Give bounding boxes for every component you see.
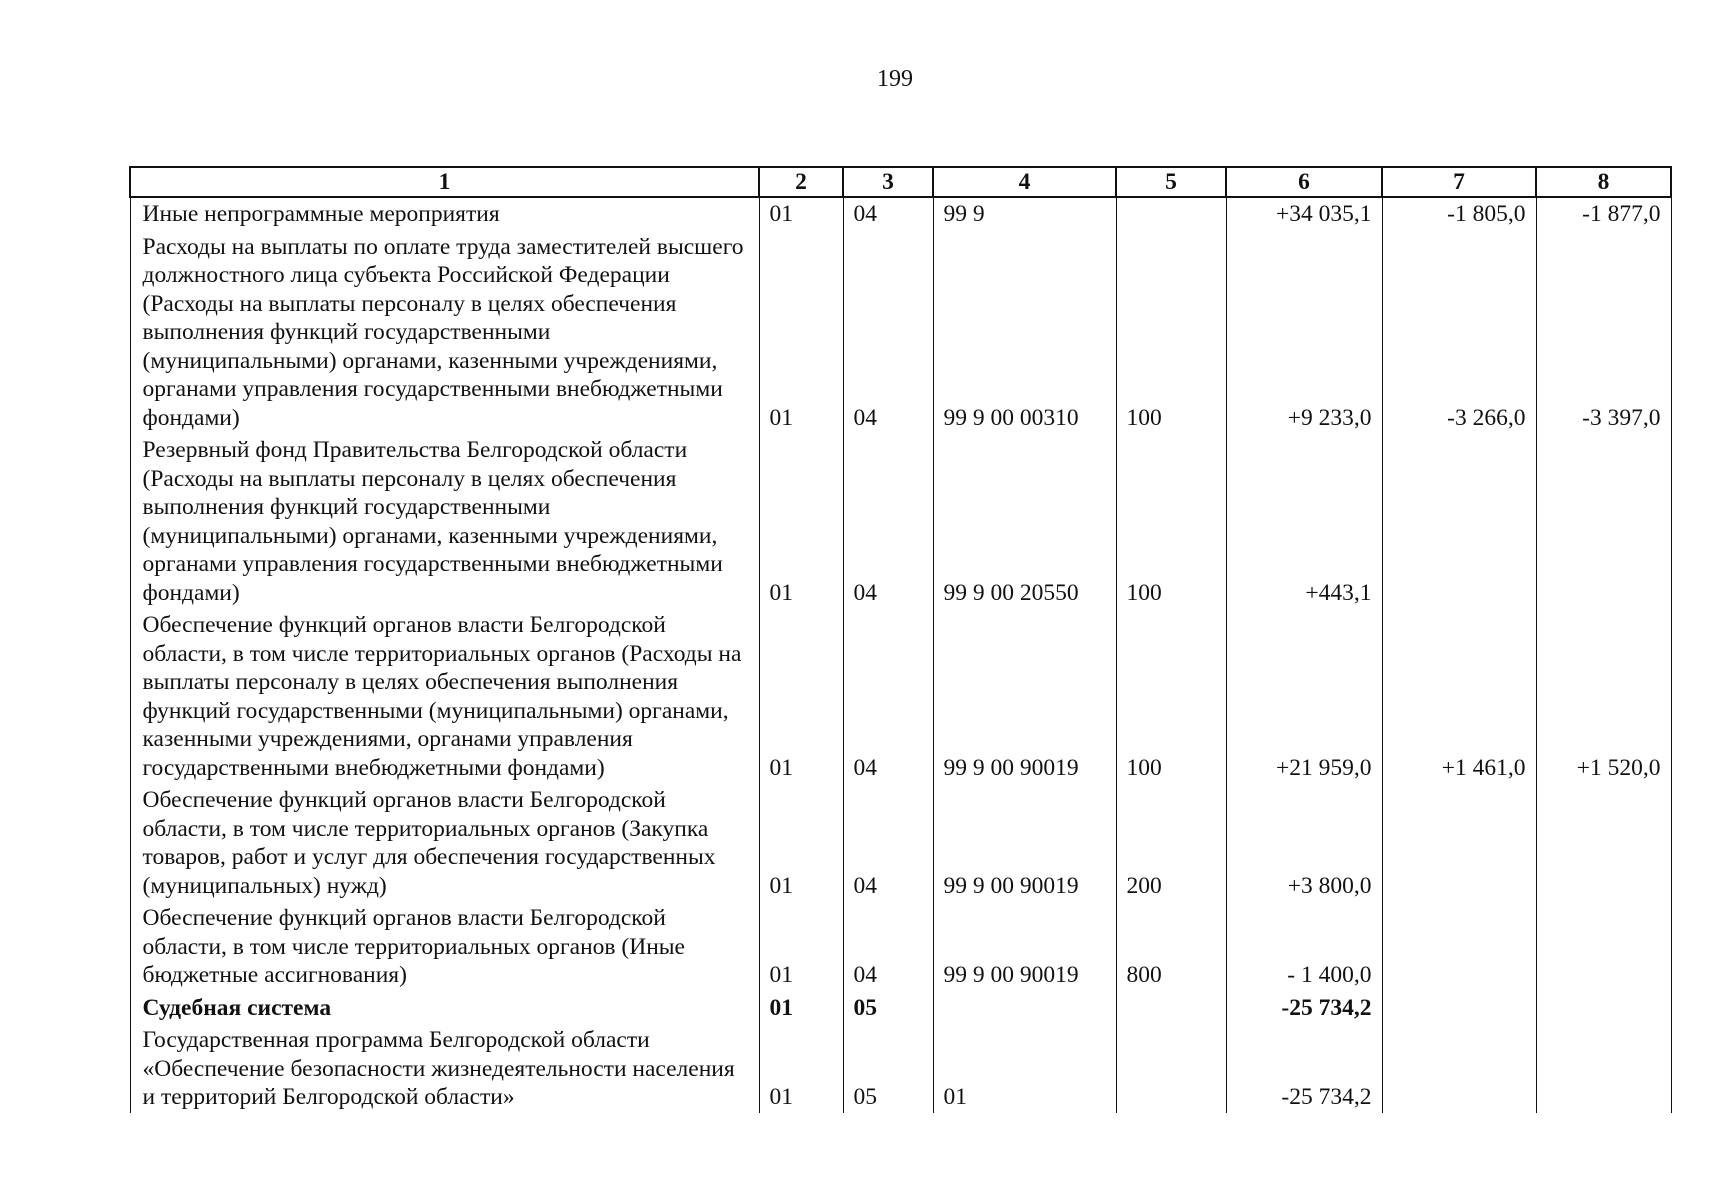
table-row — [130, 783, 1671, 901]
cell-amount-col7: -3 266,0 — [1382, 230, 1536, 434]
cell-name: Обеспечение функций органов власти Белгородской области, в том числе территориальных органов (Закупка товаров, работ и услуг для обеспечения государственных (муниципальных) нужд) — [130, 783, 759, 901]
cell-target-article: 99 9 00 00310 — [933, 230, 1116, 434]
cell-section: 01 — [759, 433, 843, 608]
budget-table — [129, 166, 1672, 1113]
cell-section: 01 — [759, 230, 843, 434]
table-row — [130, 433, 1671, 608]
cell-target-article: 99 9 00 90019 — [933, 901, 1116, 991]
cell-name: Обеспечение функций органов власти Белгородской области, в том числе территориальных органов (Иные бюджетные ассигнования) — [130, 901, 759, 991]
cell-expense-type: 100 — [1116, 230, 1226, 434]
table-row — [130, 230, 1671, 434]
header-col-2: 2 — [759, 167, 843, 197]
cell-expense-type: 200 — [1116, 783, 1226, 901]
cell-amount-col8: +1 520,0 — [1536, 608, 1671, 783]
cell-name: Судебная система — [130, 991, 759, 1024]
cell-name: Иные непрограммные мероприятия — [130, 197, 759, 230]
cell-subsection: 04 — [843, 608, 933, 783]
cell-amount-col7 — [1382, 991, 1536, 1024]
cell-section: 01 — [759, 197, 843, 230]
cell-amount-col6: +443,1 — [1226, 433, 1382, 608]
cell-amount-col8 — [1536, 991, 1671, 1024]
table-row — [130, 197, 1671, 230]
table-row — [130, 1023, 1671, 1113]
table-body — [130, 197, 1671, 1113]
cell-expense-type — [1116, 1023, 1226, 1113]
cell-subsection: 05 — [843, 1023, 933, 1113]
header-col-6: 6 — [1226, 167, 1382, 197]
cell-amount-col8: -3 397,0 — [1536, 230, 1671, 434]
header-row — [130, 167, 1671, 197]
cell-target-article: 99 9 00 90019 — [933, 608, 1116, 783]
cell-target-article: 99 9 00 90019 — [933, 783, 1116, 901]
header-col-1: 1 — [130, 167, 759, 197]
cell-amount-col8: -1 877,0 — [1536, 197, 1671, 230]
cell-name: Резервный фонд Правительства Белгородской области (Расходы на выплаты персоналу в целях обеспечения выполнения функций государственными (муниципальными) органами, казенными учреждениями, органами управления государственными внебюджетными фондами) — [130, 433, 759, 608]
table-row — [130, 991, 1671, 1024]
cell-subsection: 04 — [843, 433, 933, 608]
cell-section: 01 — [759, 901, 843, 991]
cell-amount-col6: +21 959,0 — [1226, 608, 1382, 783]
cell-amount-col7 — [1382, 783, 1536, 901]
cell-amount-col6: - 1 400,0 — [1226, 901, 1382, 991]
cell-subsection: 04 — [843, 783, 933, 901]
cell-amount-col8 — [1536, 783, 1671, 901]
cell-section: 01 — [759, 783, 843, 901]
cell-amount-col6: -25 734,2 — [1226, 1023, 1382, 1113]
cell-amount-col6: -25 734,2 — [1226, 991, 1382, 1024]
header-col-7: 7 — [1382, 167, 1536, 197]
cell-amount-col7 — [1382, 433, 1536, 608]
cell-amount-col7: +1 461,0 — [1382, 608, 1536, 783]
cell-amount-col6: +3 800,0 — [1226, 783, 1382, 901]
page-number: 199 — [877, 66, 913, 92]
table-row — [130, 901, 1671, 991]
cell-amount-col6: +34 035,1 — [1226, 197, 1382, 230]
cell-target-article: 99 9 00 20550 — [933, 433, 1116, 608]
cell-subsection: 04 — [843, 197, 933, 230]
cell-amount-col8 — [1536, 901, 1671, 991]
cell-section: 01 — [759, 1023, 843, 1113]
table-row — [130, 608, 1671, 783]
cell-subsection: 04 — [843, 901, 933, 991]
cell-section: 01 — [759, 608, 843, 783]
header-col-5: 5 — [1116, 167, 1226, 197]
cell-subsection: 04 — [843, 230, 933, 434]
cell-expense-type — [1116, 991, 1226, 1024]
cell-expense-type: 800 — [1116, 901, 1226, 991]
table-header — [130, 167, 1671, 197]
header-col-4: 4 — [933, 167, 1116, 197]
cell-target-article — [933, 991, 1116, 1024]
cell-name: Расходы на выплаты по оплате труда заместителей высшего должностного лица субъекта Российской Федерации (Расходы на выплаты персоналу в целях обеспечения выполнения функций государственными (муниципальными) органами, казенными учреждениями, органами управления государственными внебюджетными фондами) — [130, 230, 759, 434]
header-col-3: 3 — [843, 167, 933, 197]
cell-amount-col8 — [1536, 1023, 1671, 1113]
cell-expense-type: 100 — [1116, 433, 1226, 608]
cell-amount-col7 — [1382, 1023, 1536, 1113]
cell-target-article: 01 — [933, 1023, 1116, 1113]
cell-subsection: 05 — [843, 991, 933, 1024]
cell-amount-col8 — [1536, 433, 1671, 608]
cell-amount-col6: +9 233,0 — [1226, 230, 1382, 434]
cell-name: Обеспечение функций органов власти Белгородской области, в том числе территориальных органов (Расходы на выплаты персоналу в целях обеспечения выполнения функций государственными (муниципальными) органами, казенными учреждениями, органами управления государственными внебюджетными фондами) — [130, 608, 759, 783]
cell-target-article: 99 9 — [933, 197, 1116, 230]
cell-expense-type: 100 — [1116, 608, 1226, 783]
cell-amount-col7: -1 805,0 — [1382, 197, 1536, 230]
cell-expense-type — [1116, 197, 1226, 230]
cell-amount-col7 — [1382, 901, 1536, 991]
cell-name: Государственная программа Белгородской области «Обеспечение безопасности жизнедеятельности населения и территорий Белгородской области» — [130, 1023, 759, 1113]
cell-section: 01 — [759, 991, 843, 1024]
header-col-8: 8 — [1536, 167, 1671, 197]
